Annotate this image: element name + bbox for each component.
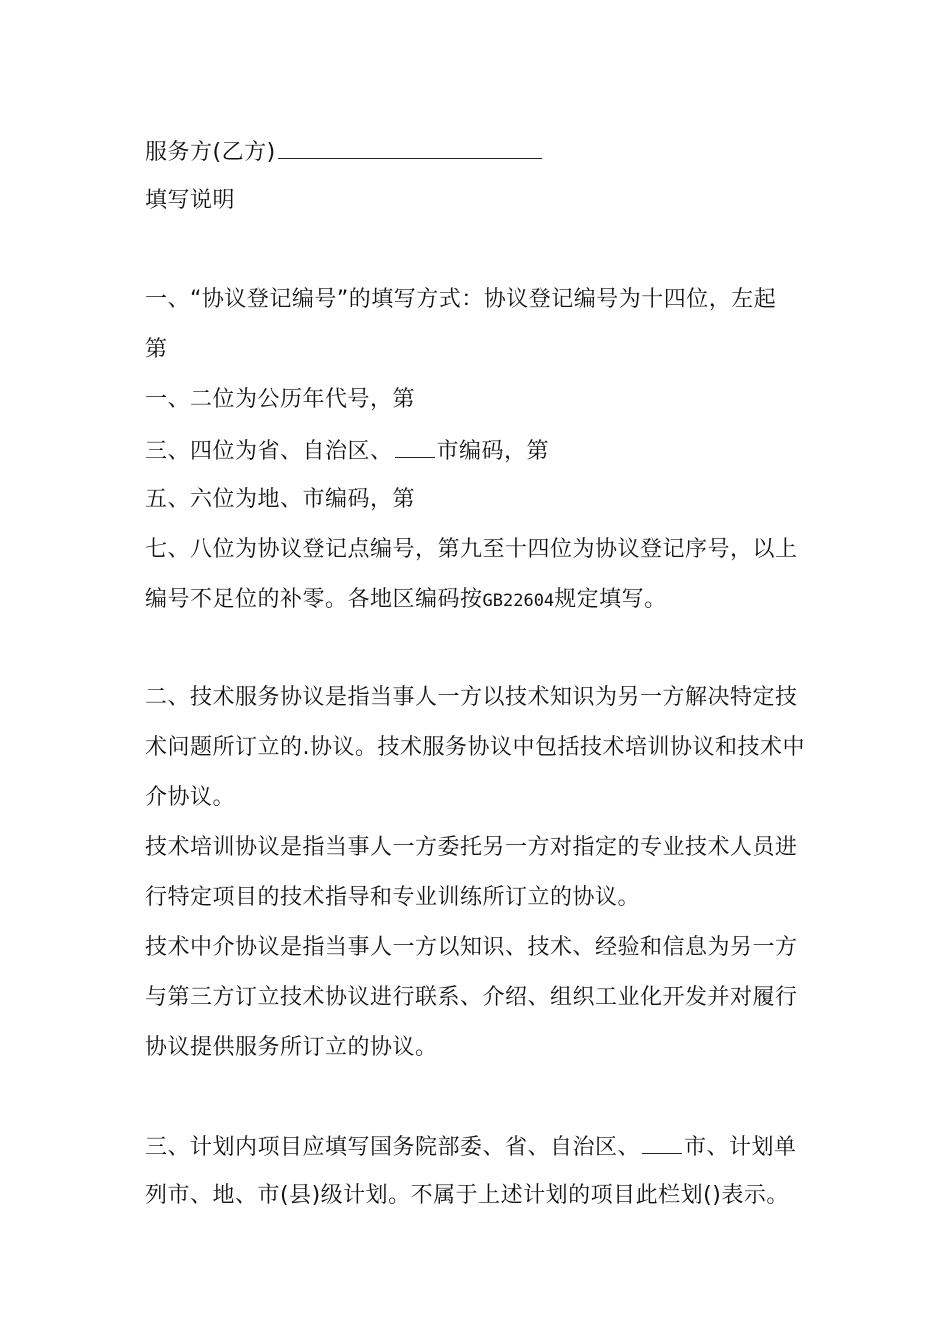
section2-line5: 行特定项目的技术指导和专业训练所订立的协议。 — [145, 885, 641, 910]
section2-line8: 协议提供服务所订立的协议。 — [145, 1035, 438, 1060]
section1-line3: 一、二位为公历年代号，第 — [145, 387, 416, 412]
section2-line4: 技术培训协议是指当事人一方委托另一方对指定的专业技术人员进 — [145, 835, 798, 860]
section2-line6: 技术中介协议是指当事人一方以知识、技术、经验和信息为另一方 — [145, 935, 798, 960]
section1-line7-end: 规定填写。 — [554, 587, 667, 612]
section1-line2: 第 — [145, 337, 168, 362]
section1-line1: 一、“协议登记编号”的填写方式：协议登记编号为十四位，左起 — [145, 287, 777, 312]
section2-line3: 介协议。 — [145, 785, 236, 810]
section1-line4-start: 三、四位为省、自治区、 — [145, 439, 393, 464]
section2-line1: 二、技术服务协议是指当事人一方以技术知识为另一方解决特定技 — [145, 685, 798, 710]
section1-line7 — [145, 585, 667, 616]
section3-line2: 列市、地、市(县)级计划。不属于上述计划的项目此栏划()表示。 — [145, 1183, 789, 1208]
section1-line7-start: 编号不足位的补零。各地区编码按 — [145, 587, 483, 612]
section3-line1-blank — [642, 1131, 682, 1154]
section2-line7: 与第三方订立技术协议进行联系、介绍、组织工业化开发并对履行 — [145, 985, 798, 1010]
service-party-label: 服务方(乙方) — [145, 140, 276, 165]
service-party-blank — [278, 136, 542, 159]
section1-line4-blank — [395, 435, 435, 458]
section1-line6: 七、八位为协议登记点编号，第九至十四位为协议登记序号，以上 — [145, 537, 798, 562]
standard-code: GB22604 — [482, 591, 555, 611]
instructions-title: 填写说明 — [145, 188, 236, 213]
section1-line4-end: 市编码，第 — [436, 439, 550, 464]
section3-line1-start: 三、计划内项目应填写国务院部委、省、自治区、 — [145, 1135, 641, 1160]
service-party-line — [145, 136, 544, 168]
section2-line2: 术问题所订立的.协议。技术服务协议中包括技术培训协议和技术中 — [145, 735, 805, 760]
section1-line5: 五、六位为地、市编码，第 — [145, 487, 416, 512]
section1-line4 — [145, 435, 549, 467]
section3-line1 — [145, 1131, 797, 1163]
section3-line1-end: 市、计划单 — [684, 1135, 797, 1160]
